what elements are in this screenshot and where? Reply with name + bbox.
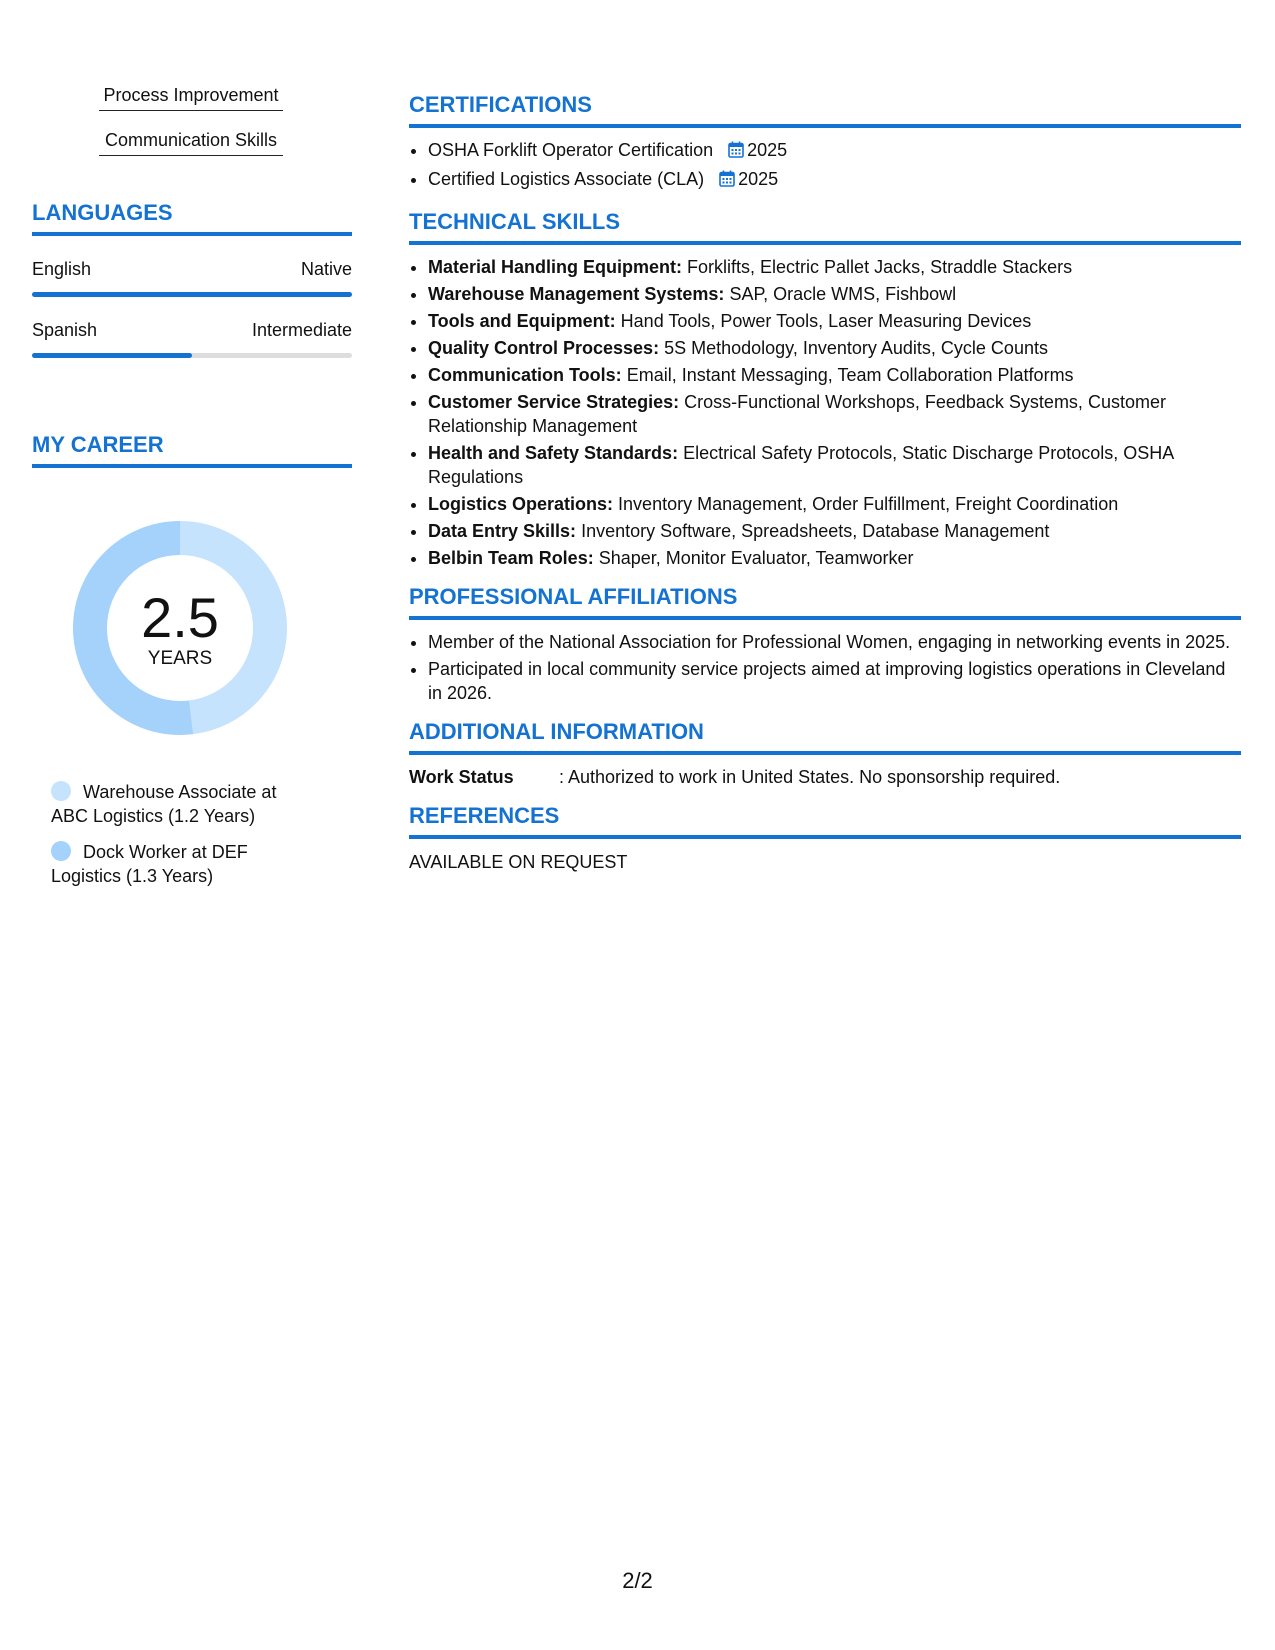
skill-value: Inventory Software, Spreadsheets, Database Management	[581, 521, 1050, 541]
references-text: AVAILABLE ON REQUEST	[409, 852, 628, 872]
affiliations-section	[409, 584, 1241, 705]
language-level-bar	[32, 353, 352, 358]
skill-label: Quality Control Processes:	[428, 338, 660, 358]
language-entry	[32, 319, 352, 358]
skill-value: Cross-Functional Workshops, Feedback Systems, Customer Relationship Management	[428, 392, 1166, 436]
skill-label: Communication Tools:	[428, 365, 622, 385]
work-status-label: Work Status	[409, 767, 514, 787]
language-level-bar	[32, 292, 352, 297]
skill-value: Shaper, Monitor Evaluator, Teamworker	[598, 548, 914, 568]
calendar-icon	[719, 169, 735, 193]
language-name: English	[32, 259, 92, 279]
skill-value: Forklifts, Electric Pallet Jacks, Straddle Stackers	[687, 257, 1073, 277]
additional-info-section	[409, 719, 1241, 789]
legend-swatch	[51, 781, 71, 801]
skill-label: Health and Safety Standards:	[428, 443, 679, 463]
affiliations-list	[409, 630, 1241, 705]
languages-section	[32, 200, 352, 358]
skill-item	[428, 441, 1241, 489]
career-legend	[51, 780, 311, 888]
skill-value: Email, Instant Messaging, Team Collaboration Platforms	[626, 365, 1074, 385]
main-content	[409, 92, 1241, 873]
affiliation-item: • Member of the National Association for Professional Women, engaging in networking events in 2025.	[428, 630, 1241, 654]
skill-item	[428, 255, 1241, 279]
skill-label: Material Handling Equipment:	[428, 257, 683, 277]
skill-item	[428, 309, 1241, 333]
skill-label: Belbin Team Roles:	[428, 548, 594, 568]
career-years-unit: YEARS	[147, 648, 213, 669]
career-total-years: 2.5	[141, 586, 219, 649]
skill-value: Hand Tools, Power Tools, Laser Measuring Devices	[620, 311, 1032, 331]
references-title: REFERENCES	[409, 803, 1241, 839]
language-name: Spanish	[32, 320, 98, 340]
references-section	[409, 803, 1241, 873]
certification-name: OSHA Forklift Operator Certification	[428, 140, 714, 160]
legend-item	[51, 780, 311, 828]
certification-item	[428, 138, 1241, 164]
skill-item: Communication Skills	[99, 129, 283, 156]
certification-year: 2025	[738, 169, 779, 189]
skill-label: Warehouse Management Systems:	[428, 284, 725, 304]
language-level-fill	[32, 292, 352, 297]
skill-item	[428, 390, 1241, 438]
skill-label: Customer Service Strategies:	[428, 392, 680, 412]
skill-item: Process Improvement	[99, 84, 283, 111]
technical-skills-section	[409, 209, 1241, 570]
certifications-title: CERTIFICATIONS	[409, 92, 1241, 128]
work-status-row	[409, 765, 1241, 789]
work-status-value: : Authorized to work in United States. No sponsorship required.	[559, 767, 1061, 787]
affiliations-title: PROFESSIONAL AFFILIATIONS	[409, 584, 1241, 620]
skill-item	[428, 546, 1241, 570]
additional-info-title: ADDITIONAL INFORMATION	[409, 719, 1241, 755]
certification-item	[428, 167, 1241, 193]
skill-item	[428, 363, 1241, 387]
skill-label: Tools and Equipment:	[428, 311, 616, 331]
legend-label: Dock Worker at DEF Logistics (1.3 Years)	[51, 842, 248, 886]
language-level: Native	[300, 259, 352, 279]
language-level-fill	[32, 353, 192, 358]
technical-skills-list	[409, 255, 1241, 570]
technical-skills-title: TECHNICAL SKILLS	[409, 209, 1241, 245]
career-section	[32, 432, 352, 888]
languages-title: LANGUAGES	[32, 200, 352, 236]
career-donut-chart	[64, 512, 296, 744]
affiliation-item: • Participated in local community service projects aimed at improving logistics operations in Cleveland in 2026.	[428, 657, 1241, 705]
calendar-icon	[728, 140, 744, 164]
skill-item	[428, 492, 1241, 516]
skill-value: 5S Methodology, Inventory Audits, Cycle Counts	[664, 338, 1048, 358]
skill-item	[428, 282, 1241, 306]
certifications-section	[409, 92, 1241, 193]
skill-list	[32, 84, 352, 156]
certification-name: Certified Logistics Associate (CLA)	[428, 169, 705, 189]
skill-item	[428, 336, 1241, 360]
language-level: Intermediate	[251, 320, 352, 340]
skill-value: Inventory Management, Order Fulfillment, Freight Coordination	[618, 494, 1119, 514]
legend-item	[51, 840, 311, 888]
career-title: MY CAREER	[32, 432, 352, 468]
sidebar	[32, 84, 352, 900]
skill-item	[428, 519, 1241, 543]
certification-year: 2025	[747, 140, 788, 160]
legend-label: Warehouse Associate at ABC Logistics (1.2 Years)	[51, 782, 277, 826]
skill-value: Electrical Safety Protocols, Static Discharge Protocols, OSHA Regulations	[428, 443, 1174, 487]
legend-swatch	[51, 841, 71, 861]
skill-label: Data Entry Skills:	[428, 521, 577, 541]
skill-label: Logistics Operations:	[428, 494, 614, 514]
certifications-list	[409, 138, 1241, 193]
page-number: 2/2	[622, 1568, 653, 1593]
language-entry	[32, 258, 352, 297]
skill-value: SAP, Oracle WMS, Fishbowl	[729, 284, 957, 304]
